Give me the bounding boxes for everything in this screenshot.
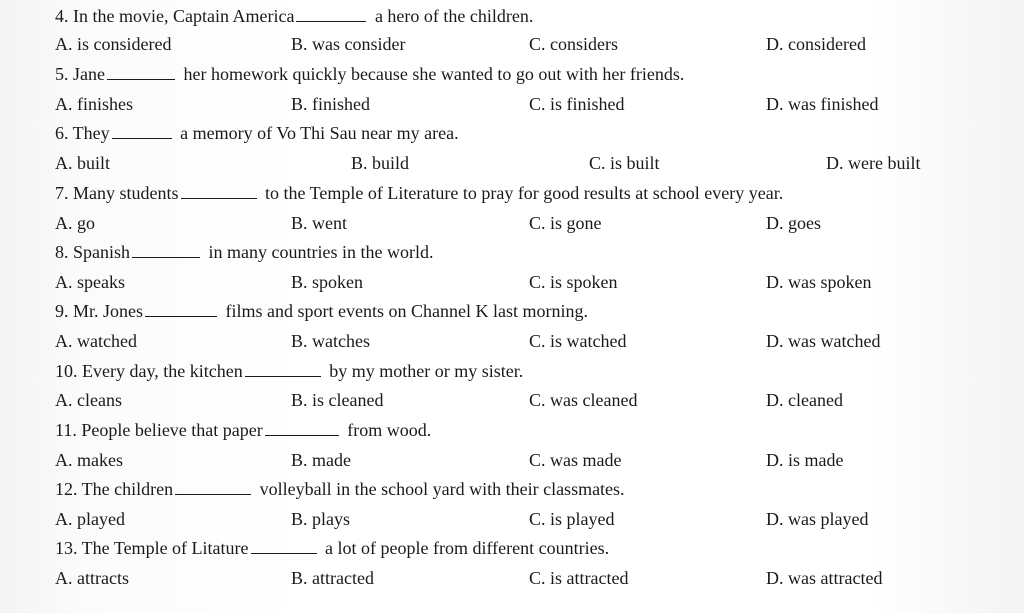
question-8 (0, 240, 1024, 264)
question-text-after: a lot of people from different countries. (325, 538, 610, 558)
question-6 (0, 121, 1024, 145)
option-d: D. was played (766, 509, 869, 529)
option-d: D. were built (826, 153, 921, 173)
option-d: D. was watched (766, 331, 881, 351)
options-4 (0, 32, 1024, 56)
question-10-stem (55, 359, 523, 383)
option-a: A. is considered (55, 34, 172, 54)
answer-blank (296, 5, 366, 22)
option-a: A. makes (55, 450, 123, 470)
options-13 (0, 566, 1024, 590)
option-b: B. spoken (291, 272, 363, 292)
option-d: D. was finished (766, 94, 879, 114)
options-9 (0, 329, 1024, 353)
question-9-stem (55, 299, 588, 323)
option-c: C. was made (529, 450, 622, 470)
question-6-stem (55, 121, 459, 145)
option-a: A. built (55, 153, 111, 173)
option-b: B. made (291, 450, 351, 470)
question-text-before: 10. Every day, the kitchen (55, 361, 243, 381)
question-text-before: 4. In the movie, Captain America (55, 6, 295, 26)
options-12 (0, 507, 1024, 531)
question-4-stem (55, 4, 533, 28)
option-b: B. watches (291, 331, 370, 351)
question-5 (0, 62, 1024, 86)
question-12-stem (55, 477, 625, 501)
answer-blank (132, 241, 200, 258)
question-text-after: a hero of the children. (374, 6, 534, 26)
option-d: D. considered (766, 34, 866, 54)
question-13-stem (55, 536, 609, 560)
option-b: B. attracted (291, 568, 374, 588)
option-d: D. is made (766, 450, 844, 470)
question-text-after: volleyball in the school yard with their classmates. (259, 479, 625, 499)
question-13 (0, 536, 1024, 560)
question-5-stem (55, 62, 684, 86)
question-text-before: 5. Jane (55, 64, 105, 84)
option-a: A. played (55, 509, 125, 529)
question-text-before: 7. Many students (55, 183, 179, 203)
option-b: B. is cleaned (291, 390, 384, 410)
option-d: D. was spoken (766, 272, 872, 292)
question-text-after: by my mother or my sister. (329, 361, 524, 381)
question-12 (0, 477, 1024, 501)
question-11-stem (55, 418, 431, 442)
options-7 (0, 211, 1024, 235)
question-8-stem (55, 240, 433, 264)
question-text-after: films and sport events on Channel K last morning. (225, 301, 588, 321)
option-a: A. cleans (55, 390, 122, 410)
option-a: A. speaks (55, 272, 125, 292)
option-b: B. was consider (291, 34, 406, 54)
answer-blank (265, 419, 339, 436)
answer-blank (181, 182, 257, 199)
option-d: D. was attracted (766, 568, 883, 588)
answer-blank (112, 122, 172, 139)
question-text-before: 13. The Temple of Litature (55, 538, 249, 558)
question-text-after: a memory of Vo Thi Sau near my area. (180, 123, 459, 143)
option-a: A. go (55, 213, 95, 233)
option-c: C. is played (529, 509, 615, 529)
question-text-after: from wood. (347, 420, 432, 440)
option-c: C. was cleaned (529, 390, 638, 410)
option-b: B. plays (291, 509, 351, 529)
answer-blank (251, 537, 317, 554)
question-text-before: 9. Mr. Jones (55, 301, 144, 321)
question-10 (0, 359, 1024, 383)
option-d: D. cleaned (766, 390, 843, 410)
answer-blank (175, 478, 251, 495)
options-8 (0, 270, 1024, 294)
question-text-before: 11. People believe that paper (55, 420, 263, 440)
options-5 (0, 92, 1024, 116)
option-b: B. went (291, 213, 347, 233)
option-d: D. goes (766, 213, 821, 233)
option-c: C. is gone (529, 213, 602, 233)
question-text-after: in many countries in the world. (208, 242, 434, 262)
option-a: A. finishes (55, 94, 133, 114)
answer-blank (145, 300, 217, 317)
options-10 (0, 388, 1024, 412)
question-9 (0, 299, 1024, 323)
question-7-stem (55, 181, 783, 205)
question-text-before: 6. They (55, 123, 110, 143)
option-a: A. attracts (55, 568, 129, 588)
question-text-before: 12. The children (55, 479, 174, 499)
options-11 (0, 448, 1024, 472)
option-c: C. is spoken (529, 272, 618, 292)
option-b: B. finished (291, 94, 370, 114)
question-11 (0, 418, 1024, 442)
option-c: C. considers (529, 34, 618, 54)
option-c: C. is attracted (529, 568, 629, 588)
question-text-after: her homework quickly because she wanted to go out with her friends. (183, 64, 685, 84)
option-c: C. is finished (529, 94, 625, 114)
answer-blank (107, 63, 175, 80)
question-text-after: to the Temple of Literature to pray for good results at school every year. (265, 183, 784, 203)
question-7 (0, 181, 1024, 205)
option-c: C. is built (589, 153, 660, 173)
option-a: A. watched (55, 331, 137, 351)
question-text-before: 8. Spanish (55, 242, 131, 262)
options-6 (0, 151, 1024, 175)
option-b: B. build (351, 153, 410, 173)
question-4 (0, 4, 1024, 28)
answer-blank (245, 360, 321, 377)
option-c: C. is watched (529, 331, 627, 351)
